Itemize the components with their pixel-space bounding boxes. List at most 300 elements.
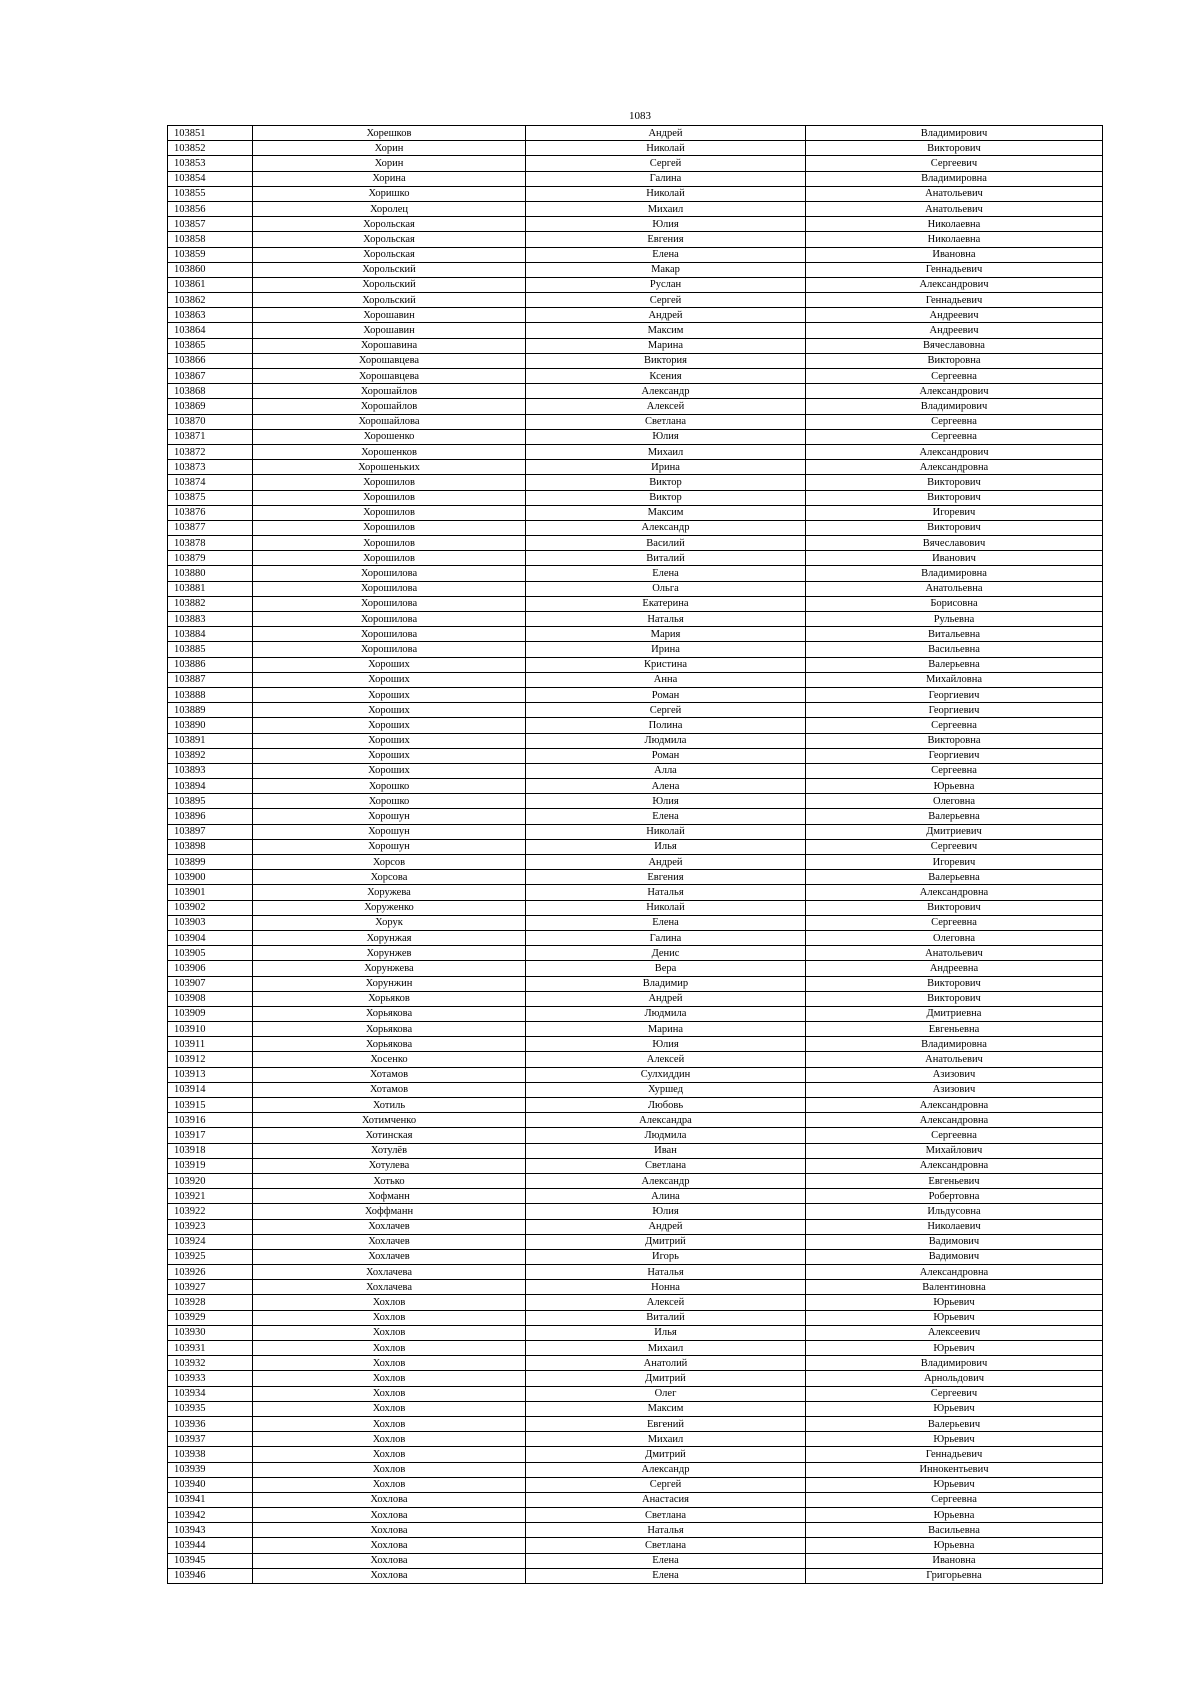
last-name-cell: Хохлов bbox=[253, 1371, 526, 1386]
last-name-cell: Хохлов bbox=[253, 1295, 526, 1310]
record-number-cell: 103882 bbox=[168, 596, 253, 611]
last-name-cell: Хороших bbox=[253, 657, 526, 672]
record-number-cell: 103942 bbox=[168, 1508, 253, 1523]
table-row bbox=[168, 672, 1103, 687]
middle-name-cell: Сергеевна bbox=[806, 1492, 1103, 1507]
record-number-cell: 103875 bbox=[168, 490, 253, 505]
record-number-cell: 103941 bbox=[168, 1492, 253, 1507]
first-name-cell: Юлия bbox=[526, 1204, 806, 1219]
record-number-cell: 103901 bbox=[168, 885, 253, 900]
middle-name-cell: Алексеевич bbox=[806, 1325, 1103, 1340]
table-row bbox=[168, 1432, 1103, 1447]
table-row bbox=[168, 1113, 1103, 1128]
table-row bbox=[168, 1416, 1103, 1431]
first-name-cell: Екатерина bbox=[526, 596, 806, 611]
record-number-cell: 103854 bbox=[168, 171, 253, 186]
table-row bbox=[168, 1508, 1103, 1523]
last-name-cell: Хохлова bbox=[253, 1568, 526, 1583]
middle-name-cell: Сергеевна bbox=[806, 369, 1103, 384]
first-name-cell: Марина bbox=[526, 338, 806, 353]
first-name-cell: Виктор bbox=[526, 475, 806, 490]
last-name-cell: Хорошилова bbox=[253, 581, 526, 596]
table-row bbox=[168, 460, 1103, 475]
table-row bbox=[168, 1173, 1103, 1188]
last-name-cell: Хорошун bbox=[253, 839, 526, 854]
middle-name-cell: Анатольевна bbox=[806, 581, 1103, 596]
table-row bbox=[168, 308, 1103, 323]
record-number-cell: 103874 bbox=[168, 475, 253, 490]
last-name-cell: Хорунжин bbox=[253, 976, 526, 991]
record-number-cell: 103891 bbox=[168, 733, 253, 748]
first-name-cell: Людмила bbox=[526, 1006, 806, 1021]
table-row bbox=[168, 232, 1103, 247]
last-name-cell: Хорошавцева bbox=[253, 369, 526, 384]
middle-name-cell: Ивановна bbox=[806, 1553, 1103, 1568]
first-name-cell: Александр bbox=[526, 1173, 806, 1188]
last-name-cell: Хохлачев bbox=[253, 1249, 526, 1264]
record-number-cell: 103928 bbox=[168, 1295, 253, 1310]
table-row bbox=[168, 930, 1103, 945]
table-row bbox=[168, 369, 1103, 384]
first-name-cell: Алексей bbox=[526, 399, 806, 414]
middle-name-cell: Викторович bbox=[806, 490, 1103, 505]
middle-name-cell: Анатольевич bbox=[806, 186, 1103, 201]
middle-name-cell: Владимирович bbox=[806, 126, 1103, 141]
last-name-cell: Хохлачев bbox=[253, 1219, 526, 1234]
middle-name-cell: Васильевна bbox=[806, 1523, 1103, 1538]
record-number-cell: 103894 bbox=[168, 779, 253, 794]
table-row bbox=[168, 1098, 1103, 1113]
first-name-cell: Хуршед bbox=[526, 1082, 806, 1097]
record-number-cell: 103914 bbox=[168, 1082, 253, 1097]
middle-name-cell: Владимирович bbox=[806, 1356, 1103, 1371]
record-number-cell: 103892 bbox=[168, 748, 253, 763]
record-number-cell: 103864 bbox=[168, 323, 253, 338]
first-name-cell: Сергей bbox=[526, 703, 806, 718]
table-row bbox=[168, 581, 1103, 596]
last-name-cell: Хохлачев bbox=[253, 1234, 526, 1249]
first-name-cell: Андрей bbox=[526, 308, 806, 323]
first-name-cell: Денис bbox=[526, 946, 806, 961]
last-name-cell: Хорошилова bbox=[253, 627, 526, 642]
last-name-cell: Хороших bbox=[253, 748, 526, 763]
last-name-cell: Хорошавина bbox=[253, 338, 526, 353]
last-name-cell: Хорошилова bbox=[253, 642, 526, 657]
table-row bbox=[168, 855, 1103, 870]
middle-name-cell: Юрьевна bbox=[806, 779, 1103, 794]
first-name-cell: Алексей bbox=[526, 1295, 806, 1310]
record-number-cell: 103921 bbox=[168, 1189, 253, 1204]
record-number-cell: 103902 bbox=[168, 900, 253, 915]
last-name-cell: Хорошилов bbox=[253, 520, 526, 535]
record-number-cell: 103861 bbox=[168, 277, 253, 292]
first-name-cell: Сулхиддин bbox=[526, 1067, 806, 1082]
page-number: 1083 bbox=[629, 110, 651, 122]
record-number-cell: 103906 bbox=[168, 961, 253, 976]
last-name-cell: Хоружева bbox=[253, 885, 526, 900]
first-name-cell: Андрей bbox=[526, 855, 806, 870]
table-row bbox=[168, 353, 1103, 368]
first-name-cell: Максим bbox=[526, 1401, 806, 1416]
record-number-cell: 103883 bbox=[168, 612, 253, 627]
table-row bbox=[168, 748, 1103, 763]
record-number-cell: 103862 bbox=[168, 293, 253, 308]
first-name-cell: Полина bbox=[526, 718, 806, 733]
last-name-cell: Хорольский bbox=[253, 277, 526, 292]
last-name-cell: Хороших bbox=[253, 763, 526, 778]
record-number-cell: 103926 bbox=[168, 1265, 253, 1280]
middle-name-cell: Александровна bbox=[806, 1098, 1103, 1113]
record-number-cell: 103870 bbox=[168, 414, 253, 429]
first-name-cell: Виктор bbox=[526, 490, 806, 505]
first-name-cell: Кристина bbox=[526, 657, 806, 672]
record-number-cell: 103944 bbox=[168, 1538, 253, 1553]
table-row bbox=[168, 687, 1103, 702]
last-name-cell: Хохлов bbox=[253, 1462, 526, 1477]
middle-name-cell: Сергеевна bbox=[806, 429, 1103, 444]
first-name-cell: Марина bbox=[526, 1022, 806, 1037]
record-number-cell: 103937 bbox=[168, 1432, 253, 1447]
table-row bbox=[168, 262, 1103, 277]
first-name-cell: Евгения bbox=[526, 232, 806, 247]
record-number-cell: 103886 bbox=[168, 657, 253, 672]
middle-name-cell: Геннадьевич bbox=[806, 1447, 1103, 1462]
middle-name-cell: Георгиевич bbox=[806, 687, 1103, 702]
first-name-cell: Александра bbox=[526, 1113, 806, 1128]
last-name-cell: Хохлова bbox=[253, 1523, 526, 1538]
middle-name-cell: Валентиновна bbox=[806, 1280, 1103, 1295]
last-name-cell: Хохлова bbox=[253, 1508, 526, 1523]
middle-name-cell: Витальевна bbox=[806, 627, 1103, 642]
middle-name-cell: Александровна bbox=[806, 460, 1103, 475]
last-name-cell: Хоролец bbox=[253, 201, 526, 216]
last-name-cell: Хорина bbox=[253, 171, 526, 186]
record-number-cell: 103877 bbox=[168, 520, 253, 535]
first-name-cell: Анастасия bbox=[526, 1492, 806, 1507]
first-name-cell: Елена bbox=[526, 1553, 806, 1568]
table-row bbox=[168, 870, 1103, 885]
first-name-cell: Алексей bbox=[526, 1052, 806, 1067]
last-name-cell: Хохлов bbox=[253, 1341, 526, 1356]
record-number-cell: 103938 bbox=[168, 1447, 253, 1462]
middle-name-cell: Юрьевич bbox=[806, 1310, 1103, 1325]
first-name-cell: Мария bbox=[526, 627, 806, 642]
last-name-cell: Хорошенко bbox=[253, 429, 526, 444]
middle-name-cell: Владимировна bbox=[806, 171, 1103, 186]
record-number-cell: 103918 bbox=[168, 1143, 253, 1158]
table-row bbox=[168, 657, 1103, 672]
middle-name-cell: Вячеславовна bbox=[806, 338, 1103, 353]
middle-name-cell: Иванович bbox=[806, 551, 1103, 566]
record-number-cell: 103885 bbox=[168, 642, 253, 657]
last-name-cell: Хорошко bbox=[253, 794, 526, 809]
middle-name-cell: Викторович bbox=[806, 141, 1103, 156]
first-name-cell: Сергей bbox=[526, 1477, 806, 1492]
table-row bbox=[168, 217, 1103, 232]
middle-name-cell: Сергеевич bbox=[806, 839, 1103, 854]
middle-name-cell: Юрьевич bbox=[806, 1295, 1103, 1310]
middle-name-cell: Андреевич bbox=[806, 308, 1103, 323]
record-number-cell: 103925 bbox=[168, 1249, 253, 1264]
first-name-cell: Любовь bbox=[526, 1098, 806, 1113]
last-name-cell: Хорольская bbox=[253, 217, 526, 232]
first-name-cell: Вера bbox=[526, 961, 806, 976]
last-name-cell: Хорунжев bbox=[253, 946, 526, 961]
last-name-cell: Хорошайлова bbox=[253, 414, 526, 429]
table-row bbox=[168, 1128, 1103, 1143]
last-name-cell: Хорольская bbox=[253, 232, 526, 247]
first-name-cell: Максим bbox=[526, 505, 806, 520]
table-row bbox=[168, 1492, 1103, 1507]
first-name-cell: Николай bbox=[526, 900, 806, 915]
first-name-cell: Андрей bbox=[526, 126, 806, 141]
last-name-cell: Хосенко bbox=[253, 1052, 526, 1067]
last-name-cell: Хотулева bbox=[253, 1158, 526, 1173]
first-name-cell: Ольга bbox=[526, 581, 806, 596]
record-number-cell: 103858 bbox=[168, 232, 253, 247]
record-number-cell: 103876 bbox=[168, 505, 253, 520]
first-name-cell: Илья bbox=[526, 839, 806, 854]
first-name-cell: Наталья bbox=[526, 612, 806, 627]
record-number-cell: 103869 bbox=[168, 399, 253, 414]
table-row bbox=[168, 141, 1103, 156]
record-number-cell: 103920 bbox=[168, 1173, 253, 1188]
last-name-cell: Хохлов bbox=[253, 1325, 526, 1340]
first-name-cell: Николай bbox=[526, 141, 806, 156]
last-name-cell: Хороших bbox=[253, 718, 526, 733]
table-row bbox=[168, 520, 1103, 535]
record-number-cell: 103900 bbox=[168, 870, 253, 885]
first-name-cell: Василий bbox=[526, 536, 806, 551]
last-name-cell: Хотько bbox=[253, 1173, 526, 1188]
last-name-cell: Хорошайлов bbox=[253, 399, 526, 414]
first-name-cell: Галина bbox=[526, 171, 806, 186]
table-row bbox=[168, 976, 1103, 991]
first-name-cell: Елена bbox=[526, 247, 806, 262]
first-name-cell: Дмитрий bbox=[526, 1447, 806, 1462]
last-name-cell: Хорсов bbox=[253, 855, 526, 870]
last-name-cell: Хорсова bbox=[253, 870, 526, 885]
first-name-cell: Виталий bbox=[526, 551, 806, 566]
first-name-cell: Алина bbox=[526, 1189, 806, 1204]
record-number-cell: 103912 bbox=[168, 1052, 253, 1067]
middle-name-cell: Викторович bbox=[806, 475, 1103, 490]
record-number-cell: 103889 bbox=[168, 703, 253, 718]
record-number-cell: 103911 bbox=[168, 1037, 253, 1052]
record-number-cell: 103856 bbox=[168, 201, 253, 216]
table-row bbox=[168, 323, 1103, 338]
middle-name-cell: Иннокентьевич bbox=[806, 1462, 1103, 1477]
table-row bbox=[168, 1022, 1103, 1037]
middle-name-cell: Олеговна bbox=[806, 794, 1103, 809]
middle-name-cell: Сергеевна bbox=[806, 1128, 1103, 1143]
record-number-cell: 103895 bbox=[168, 794, 253, 809]
registry-table bbox=[167, 125, 1103, 1584]
record-number-cell: 103887 bbox=[168, 672, 253, 687]
record-number-cell: 103896 bbox=[168, 809, 253, 824]
middle-name-cell: Викторовна bbox=[806, 353, 1103, 368]
last-name-cell: Хорьякова bbox=[253, 1006, 526, 1021]
first-name-cell: Юлия bbox=[526, 217, 806, 232]
last-name-cell: Хорошилова bbox=[253, 566, 526, 581]
table-row bbox=[168, 1143, 1103, 1158]
last-name-cell: Хотиль bbox=[253, 1098, 526, 1113]
first-name-cell: Алла bbox=[526, 763, 806, 778]
first-name-cell: Ирина bbox=[526, 642, 806, 657]
middle-name-cell: Борисовна bbox=[806, 596, 1103, 611]
last-name-cell: Хорук bbox=[253, 915, 526, 930]
middle-name-cell: Александровна bbox=[806, 1158, 1103, 1173]
record-number-cell: 103857 bbox=[168, 217, 253, 232]
first-name-cell: Иван bbox=[526, 1143, 806, 1158]
middle-name-cell: Юрьевна bbox=[806, 1538, 1103, 1553]
last-name-cell: Хорошавин bbox=[253, 308, 526, 323]
record-number-cell: 103853 bbox=[168, 156, 253, 171]
last-name-cell: Хорунжая bbox=[253, 930, 526, 945]
table-row bbox=[168, 126, 1103, 141]
first-name-cell: Юлия bbox=[526, 1037, 806, 1052]
last-name-cell: Хорольский bbox=[253, 262, 526, 277]
table-row bbox=[168, 1265, 1103, 1280]
record-number-cell: 103859 bbox=[168, 247, 253, 262]
middle-name-cell: Владимирович bbox=[806, 399, 1103, 414]
middle-name-cell: Александрович bbox=[806, 384, 1103, 399]
middle-name-cell: Игоревич bbox=[806, 855, 1103, 870]
first-name-cell: Евгения bbox=[526, 870, 806, 885]
table-row bbox=[168, 1477, 1103, 1492]
last-name-cell: Хохлова bbox=[253, 1553, 526, 1568]
table-row bbox=[168, 733, 1103, 748]
last-name-cell: Хорешков bbox=[253, 126, 526, 141]
last-name-cell: Хохлова bbox=[253, 1492, 526, 1507]
last-name-cell: Хороших bbox=[253, 703, 526, 718]
last-name-cell: Хотулёв bbox=[253, 1143, 526, 1158]
table-row bbox=[168, 991, 1103, 1006]
middle-name-cell: Михайловна bbox=[806, 672, 1103, 687]
table-row bbox=[168, 1325, 1103, 1340]
first-name-cell: Светлана bbox=[526, 414, 806, 429]
middle-name-cell: Викторович bbox=[806, 900, 1103, 915]
first-name-cell: Михаил bbox=[526, 201, 806, 216]
record-number-cell: 103852 bbox=[168, 141, 253, 156]
record-number-cell: 103867 bbox=[168, 369, 253, 384]
record-number-cell: 103923 bbox=[168, 1219, 253, 1234]
table-row bbox=[168, 809, 1103, 824]
first-name-cell: Роман bbox=[526, 748, 806, 763]
first-name-cell: Сергей bbox=[526, 156, 806, 171]
middle-name-cell: Робертовна bbox=[806, 1189, 1103, 1204]
first-name-cell: Наталья bbox=[526, 885, 806, 900]
last-name-cell: Хохлачева bbox=[253, 1265, 526, 1280]
record-number-cell: 103916 bbox=[168, 1113, 253, 1128]
middle-name-cell: Александровна bbox=[806, 1265, 1103, 1280]
table-row bbox=[168, 429, 1103, 444]
first-name-cell: Макар bbox=[526, 262, 806, 277]
table-row bbox=[168, 839, 1103, 854]
middle-name-cell: Николаевич bbox=[806, 1219, 1103, 1234]
record-number-cell: 103934 bbox=[168, 1386, 253, 1401]
table-row bbox=[168, 1037, 1103, 1052]
middle-name-cell: Валерьевич bbox=[806, 1416, 1103, 1431]
table-row bbox=[168, 156, 1103, 171]
table-row bbox=[168, 277, 1103, 292]
table-row bbox=[168, 1568, 1103, 1583]
table-row bbox=[168, 384, 1103, 399]
table-row bbox=[168, 596, 1103, 611]
first-name-cell: Михаил bbox=[526, 1432, 806, 1447]
first-name-cell: Наталья bbox=[526, 1523, 806, 1538]
middle-name-cell: Андреевич bbox=[806, 323, 1103, 338]
last-name-cell: Хорошун bbox=[253, 809, 526, 824]
middle-name-cell: Азизович bbox=[806, 1082, 1103, 1097]
first-name-cell: Людмила bbox=[526, 733, 806, 748]
record-number-cell: 103905 bbox=[168, 946, 253, 961]
table-row bbox=[168, 1280, 1103, 1295]
middle-name-cell: Вадимович bbox=[806, 1234, 1103, 1249]
first-name-cell: Елена bbox=[526, 566, 806, 581]
first-name-cell: Анна bbox=[526, 672, 806, 687]
last-name-cell: Хохлов bbox=[253, 1310, 526, 1325]
table-row bbox=[168, 1158, 1103, 1173]
first-name-cell: Руслан bbox=[526, 277, 806, 292]
middle-name-cell: Дмитриевна bbox=[806, 1006, 1103, 1021]
table-row bbox=[168, 551, 1103, 566]
middle-name-cell: Сергеевич bbox=[806, 156, 1103, 171]
first-name-cell: Виктория bbox=[526, 353, 806, 368]
last-name-cell: Хохлов bbox=[253, 1386, 526, 1401]
table-row bbox=[168, 824, 1103, 839]
record-number-cell: 103931 bbox=[168, 1341, 253, 1356]
record-number-cell: 103872 bbox=[168, 444, 253, 459]
table-row bbox=[168, 1447, 1103, 1462]
last-name-cell: Хорунжева bbox=[253, 961, 526, 976]
table-row bbox=[168, 414, 1103, 429]
first-name-cell: Николай bbox=[526, 186, 806, 201]
middle-name-cell: Александровна bbox=[806, 1113, 1103, 1128]
table-row bbox=[168, 186, 1103, 201]
record-number-cell: 103946 bbox=[168, 1568, 253, 1583]
table-row bbox=[168, 885, 1103, 900]
record-number-cell: 103860 bbox=[168, 262, 253, 277]
first-name-cell: Михаил bbox=[526, 444, 806, 459]
table-row bbox=[168, 1371, 1103, 1386]
last-name-cell: Хорошилов bbox=[253, 536, 526, 551]
last-name-cell: Хорошенков bbox=[253, 444, 526, 459]
record-number-cell: 103943 bbox=[168, 1523, 253, 1538]
record-number-cell: 103908 bbox=[168, 991, 253, 1006]
middle-name-cell: Олеговна bbox=[806, 930, 1103, 945]
table-row bbox=[168, 1401, 1103, 1416]
middle-name-cell: Михайлович bbox=[806, 1143, 1103, 1158]
record-number-cell: 103915 bbox=[168, 1098, 253, 1113]
middle-name-cell: Ивановна bbox=[806, 247, 1103, 262]
last-name-cell: Хорошилова bbox=[253, 612, 526, 627]
middle-name-cell: Сергеевич bbox=[806, 1386, 1103, 1401]
first-name-cell: Алена bbox=[526, 779, 806, 794]
table-row bbox=[168, 915, 1103, 930]
middle-name-cell: Азизович bbox=[806, 1067, 1103, 1082]
first-name-cell: Анатолий bbox=[526, 1356, 806, 1371]
table-row bbox=[168, 490, 1103, 505]
last-name-cell: Хотимченко bbox=[253, 1113, 526, 1128]
record-number-cell: 103890 bbox=[168, 718, 253, 733]
record-number-cell: 103907 bbox=[168, 976, 253, 991]
last-name-cell: Хорьякова bbox=[253, 1022, 526, 1037]
table-row bbox=[168, 536, 1103, 551]
record-number-cell: 103940 bbox=[168, 1477, 253, 1492]
record-number-cell: 103878 bbox=[168, 536, 253, 551]
first-name-cell: Светлана bbox=[526, 1158, 806, 1173]
